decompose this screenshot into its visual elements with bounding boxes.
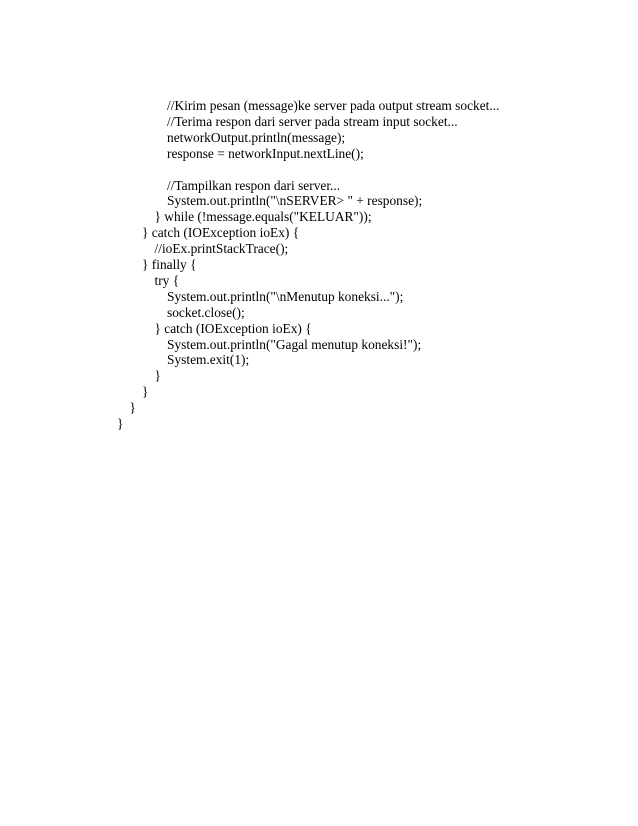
- code-line: } while (!message.equals("KELUAR"));: [154, 209, 372, 225]
- code-line: System.exit(1);: [167, 352, 250, 368]
- code-line: } finally {: [142, 257, 197, 272]
- code-line: System.out.println("\nMenutup koneksi...");: [167, 288, 404, 304]
- code-line: } catch (IOException ioEx) {: [154, 320, 312, 336]
- code-line: //ioEx.printStackTrace();: [154, 241, 289, 257]
- code-line: response = networkInput.nextLine();: [167, 145, 364, 161]
- code-line: }: [142, 384, 149, 400]
- code-line: System.out.println("Gagal menutup koneksi!");: [167, 336, 422, 352]
- code-line: }: [129, 400, 136, 416]
- code-line: }: [154, 368, 161, 384]
- code-line: //Tampilkan respon dari server...: [167, 177, 341, 193]
- code-line: } catch (IOException ioEx) {: [142, 225, 300, 241]
- code-line: }: [117, 416, 124, 431]
- code-line: System.out.println("\nSERVER> " + response);: [167, 193, 423, 209]
- code-line: try {: [154, 272, 180, 288]
- code-line: //Terima respon dari server pada stream input socket...: [167, 113, 458, 129]
- code-line: socket.close();: [167, 304, 245, 320]
- code-line: //Kirim pesan (message)ke server pada output stream socket...: [167, 98, 500, 113]
- code-line: networkOutput.println(message);: [167, 129, 346, 145]
